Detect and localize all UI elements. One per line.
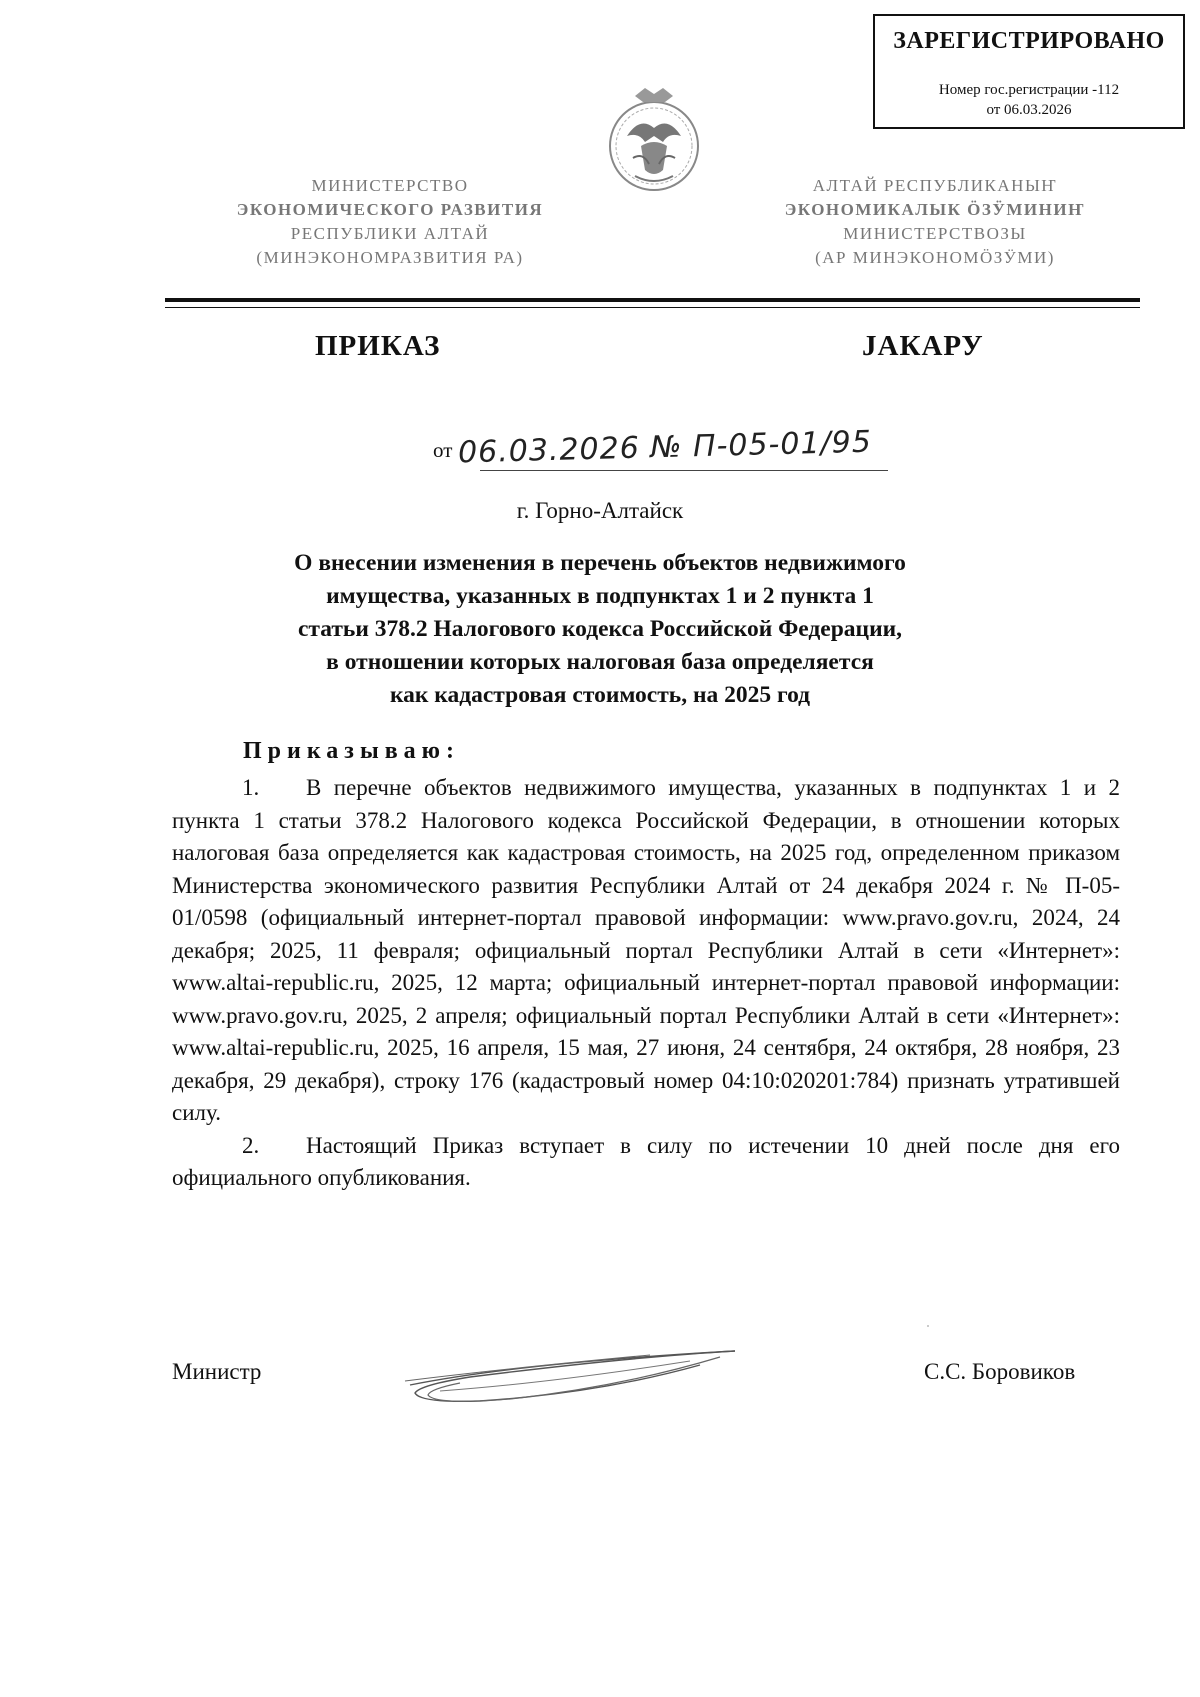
order-label-alt: JАКАРУ bbox=[862, 330, 984, 362]
stamp-reg-number: Номер гос.регистрации -112 bbox=[938, 82, 1120, 98]
signer-name: С.С. Боровиков bbox=[924, 1359, 1076, 1384]
city-line: г. Горно-Алтайск bbox=[516, 498, 684, 523]
header-left-line: (МИНЭКОНОМРАЗВИТИЯ РА) bbox=[256, 248, 524, 267]
registration-stamp bbox=[873, 14, 1185, 129]
title-line: статьи 378.2 Налогового кодекса Российской Федерации, bbox=[297, 616, 903, 642]
date-underline bbox=[480, 470, 888, 471]
item-number: 1. bbox=[242, 775, 260, 800]
header-right-line: ЭКОНОМИКАЛЫК ÖЗӰМИНИҤ bbox=[784, 200, 1086, 219]
title-line: О внесении изменения в перечень объектов недвижимого bbox=[294, 550, 906, 576]
header-divider-thick bbox=[165, 298, 1140, 302]
header-divider-thin bbox=[165, 307, 1140, 308]
item-number: 2. bbox=[242, 1132, 260, 1158]
order-date-line bbox=[433, 424, 873, 471]
header-right-line: (АР МИНЭКОНОМÖЗӰМИ) bbox=[815, 248, 1055, 267]
stamp-reg-date: от 06.03.2026 bbox=[986, 102, 1072, 118]
header-left-line: ЭКОНОМИЧЕСКОГО РАЗВИТИЯ bbox=[236, 200, 544, 219]
header-right-line: АЛТАЙ РЕСПУБЛИКАНЫҤ bbox=[812, 176, 1058, 195]
order-label-ru: ПРИКАЗ bbox=[315, 330, 441, 362]
item-text: В перечне объектов недвижимого имущества, указанных в подпунктах 1 и 2 пункта 1 статьи 378.2 Налогового кодекса Российской Федерации, в отношении которых налоговая база определяется как кадастровая стоимость, на 2025 год, определенном приказом Министерства экономического развития Республики Алтай от 24 декабря 2024 г. № П-05-01/0598 (официальный интернет-портал правовой информации: www.pravo.gov.ru, 2024, 24 декабря; 2025, 11 февраля; официальный портал Республики Алтай в сети «Интернет»: www.altai-republic.ru, 2025, 12 марта; официальный интернет-портал правовой информации: www.pravo.gov.ru, 2025, 2 апреля; официальный портал Республики Алтай в сети «Интернет»: www.altai-republic.ru, 2025, 16 апреля, 15 мая, 27 июня, 24 сентября, 24 октября, 28 ноября, 23 декабря, 29 декабря), строку 176 (кадастровый номер 04:10:020201:784) признать утратившей силу. bbox=[172, 775, 1120, 1125]
body-item-1 bbox=[172, 772, 1120, 1130]
header-left-line: РЕСПУБЛИКИ АЛТАЙ bbox=[290, 224, 490, 243]
stamp-title: ЗАРЕГИСТРИРОВАНО bbox=[893, 28, 1165, 54]
header-right-line: МИНИСТЕРСТВОЗЫ bbox=[843, 224, 1027, 243]
prikazyvayu-heading: Приказываю: bbox=[243, 738, 460, 764]
date-prefix: от bbox=[433, 438, 453, 462]
title-line: в отношении которых налоговая база определяется bbox=[326, 649, 874, 675]
body-item-2 bbox=[172, 1130, 1120, 1195]
header-left-line: МИНИСТЕРСТВО bbox=[311, 176, 469, 195]
ministry-header-ru bbox=[200, 174, 580, 270]
ministry-header-alt bbox=[755, 174, 1115, 270]
scan-speck bbox=[927, 1325, 929, 1327]
document-title bbox=[150, 547, 1050, 712]
title-line: как кадастровая стоимость, на 2025 год bbox=[389, 682, 811, 708]
handwritten-date-number: 06.03.2026 № П-05-01/95 bbox=[458, 424, 873, 471]
document-body bbox=[172, 772, 1120, 1195]
signer-role: Министр bbox=[172, 1359, 262, 1384]
handwritten-signature-icon bbox=[400, 1343, 740, 1413]
item-text: Настоящий Приказ вступает в силу по истечении 10 дней после дня его официального опубликования. bbox=[172, 1132, 1120, 1190]
title-line: имущества, указанных в подпунктах 1 и 2 пункта 1 bbox=[326, 583, 874, 609]
altai-republic-emblem-icon bbox=[605, 86, 703, 196]
